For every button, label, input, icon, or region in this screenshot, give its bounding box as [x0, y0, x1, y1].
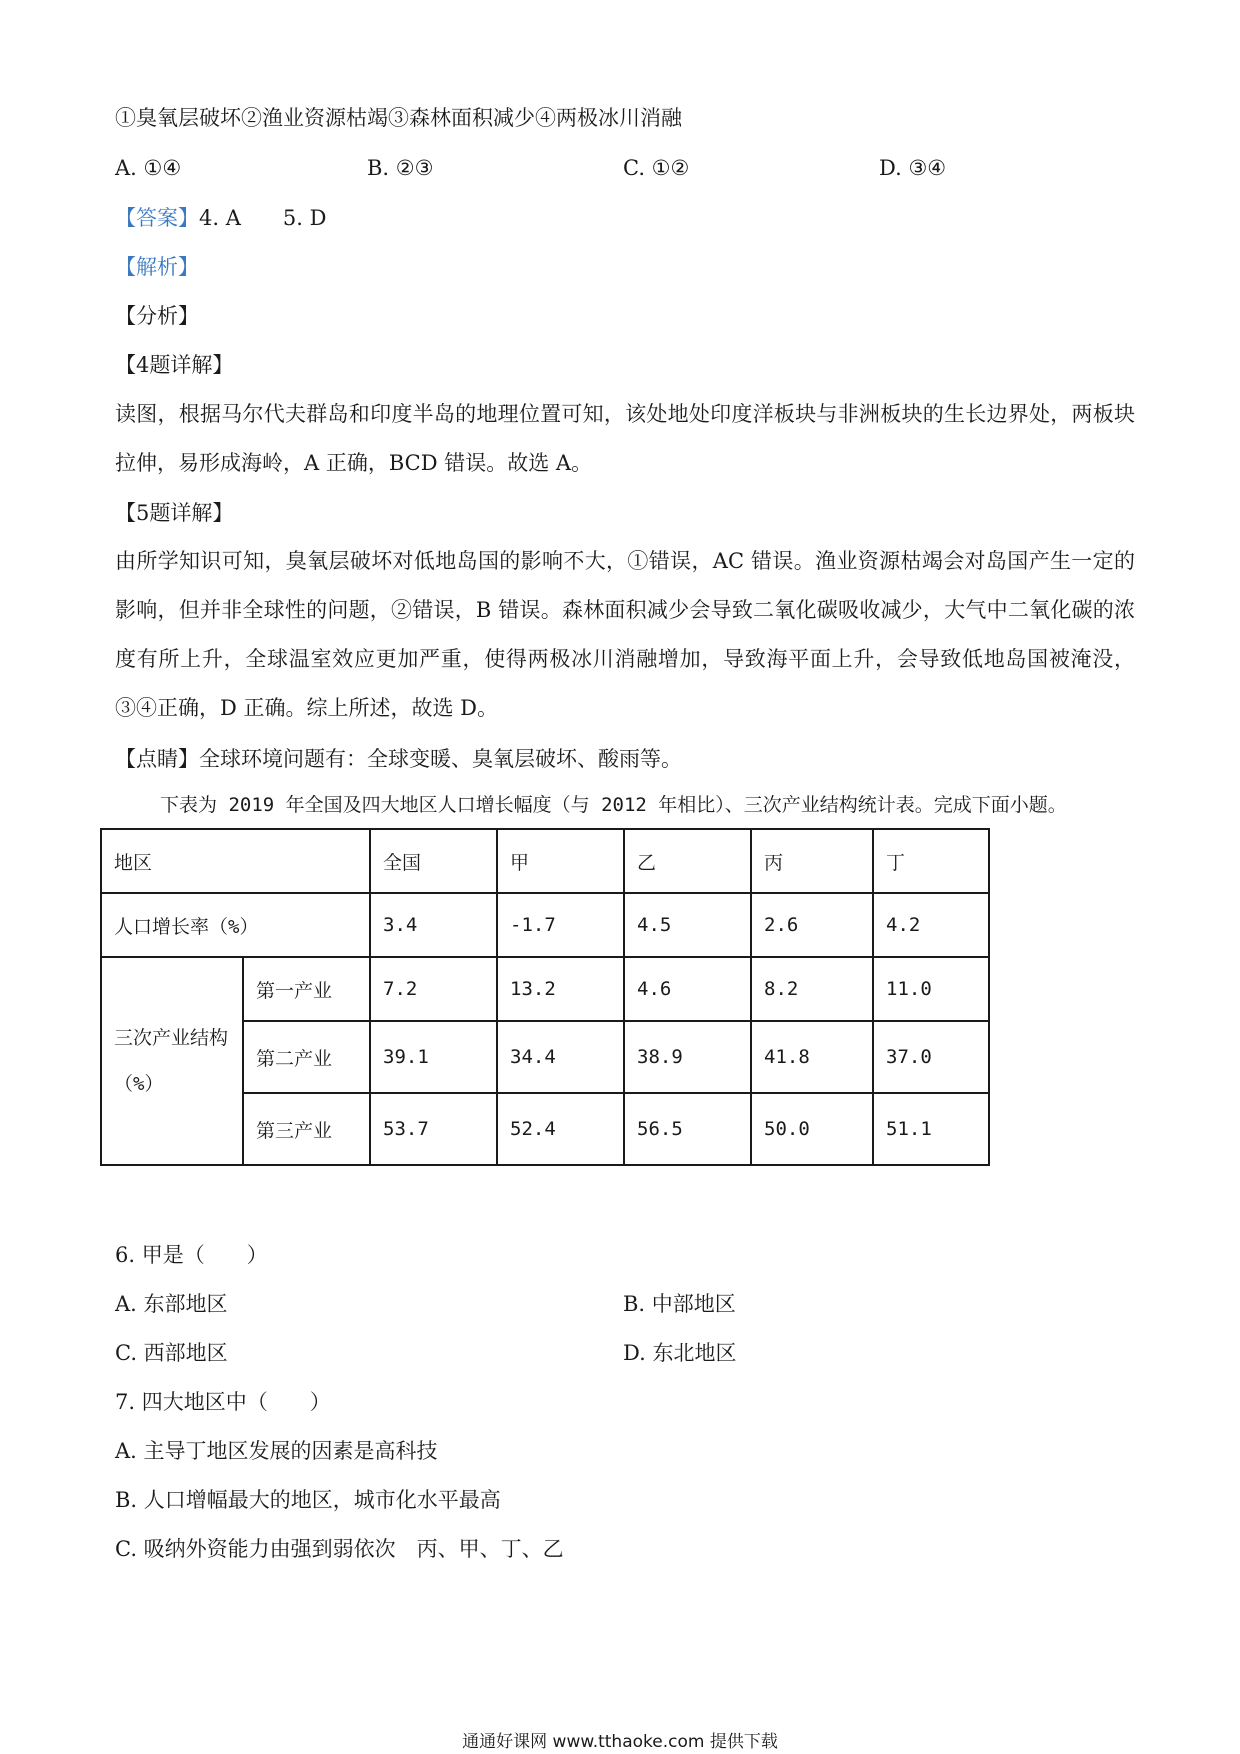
table-cell: 乙	[624, 829, 751, 893]
answer-text: 4. A 5. D	[199, 206, 327, 230]
table-cell: 人口增长率（%）	[101, 893, 370, 957]
table-cell: 7.2	[370, 957, 497, 1021]
table-cell: 37.0	[873, 1021, 989, 1093]
table-header-row	[101, 829, 989, 893]
table-cell: 50.0	[751, 1093, 873, 1165]
table-cell: 41.8	[751, 1021, 873, 1093]
q7-option-c: C. 吸纳外资能力由强到弱依次 丙、甲、丁、乙	[115, 1537, 564, 1561]
q4-detail-text: 读图，根据马尔代夫群岛和印度半岛的地理位置可知，该处地处印度洋板块与非洲板块的生长边界处，两板块拉伸，易形成海岭，A 正确，BCD 错误。故选 A。	[115, 402, 1135, 475]
table-cell: 4.5	[624, 893, 751, 957]
table-intro: 下表为 2019 年全国及四大地区人口增长幅度（与 2012 年相比）、三次产业结构统计表。完成下面小题。	[160, 794, 1067, 816]
q5-detail-tag: 【5题详解】	[115, 501, 234, 525]
table-cell: 第一产业	[243, 957, 370, 1021]
page-footer: 通通好课网 www.tthaoke.com 提供下载	[462, 1732, 778, 1752]
table-cell: 3.4	[370, 893, 497, 957]
fenxi-tag: 【分析】	[115, 304, 199, 328]
table-cell: 52.4	[497, 1093, 624, 1165]
table-cell: 第二产业	[243, 1021, 370, 1093]
q6-option-d: D. 东北地区	[623, 1341, 737, 1365]
table-cell: 4.2	[873, 893, 989, 957]
option-b: B. ②③	[367, 156, 434, 180]
table-cell: 丁	[873, 829, 989, 893]
q5-detail-text: 由所学知识可知，臭氧层破坏对低地岛国的影响不大，①错误，AC 错误。渔业资源枯竭会对岛国产生一定的影响，但并非全球性的问题，②错误，B 错误。森林面积减少会导致二氧化碳吸收减少，大气中二氧化碳的浓度有所上升，全球温室效应更加严重，使得两极冰川消融增加，导致海平面上升，会导致低地岛国被淹没，③④正确，D 正确。综上所述，故选 D。	[115, 549, 1135, 720]
option-a: A. ①④	[115, 156, 182, 180]
table-cell: 11.0	[873, 957, 989, 1021]
q6-option-c: C. 西部地区	[115, 1341, 228, 1365]
q7-option-b: B. 人口增幅最大的地区，城市化水平最高	[115, 1488, 501, 1512]
answer-tag: 【答案】	[115, 206, 199, 230]
table-cell: 三次产业结构（%）	[101, 957, 243, 1165]
table-cell: 51.1	[873, 1093, 989, 1165]
table-cell: 甲	[497, 829, 624, 893]
table-cell: 丙	[751, 829, 873, 893]
table-cell: 39.1	[370, 1021, 497, 1093]
stats-table	[100, 828, 990, 1166]
table-cell: 34.4	[497, 1021, 624, 1093]
q7-option-a: A. 主导丁地区发展的因素是高科技	[115, 1439, 438, 1463]
table-cell: 13.2	[497, 957, 624, 1021]
table-row	[101, 957, 989, 1021]
table-cell: 56.5	[624, 1093, 751, 1165]
question-statement-list: ①臭氧层破坏②渔业资源枯竭③森林面积减少④两极冰川消融	[115, 106, 682, 130]
table-cell: 53.7	[370, 1093, 497, 1165]
table-row	[101, 893, 989, 957]
table-cell: 2.6	[751, 893, 873, 957]
q6-stem: 6. 甲是（ ）	[115, 1243, 268, 1267]
answer-line	[115, 203, 326, 233]
table-cell: 38.9	[624, 1021, 751, 1093]
table-cell: 8.2	[751, 957, 873, 1021]
dianjing-note: 【点睛】全球环境问题有：全球变暖、臭氧层破坏、酸雨等。	[115, 747, 682, 771]
table-cell: -1.7	[497, 893, 624, 957]
table-cell: 全国	[370, 829, 497, 893]
q4-detail-tag: 【4题详解】	[115, 353, 234, 377]
table-cell: 第三产业	[243, 1093, 370, 1165]
option-c: C. ①②	[623, 156, 690, 180]
q7-stem: 7. 四大地区中（ ）	[115, 1390, 331, 1414]
table-cell: 地区	[101, 829, 370, 893]
q6-option-b: B. 中部地区	[623, 1292, 736, 1316]
q6-option-a: A. 东部地区	[115, 1292, 228, 1316]
analysis-tag: 【解析】	[115, 255, 199, 279]
option-d: D. ③④	[879, 156, 947, 180]
table-cell: 4.6	[624, 957, 751, 1021]
